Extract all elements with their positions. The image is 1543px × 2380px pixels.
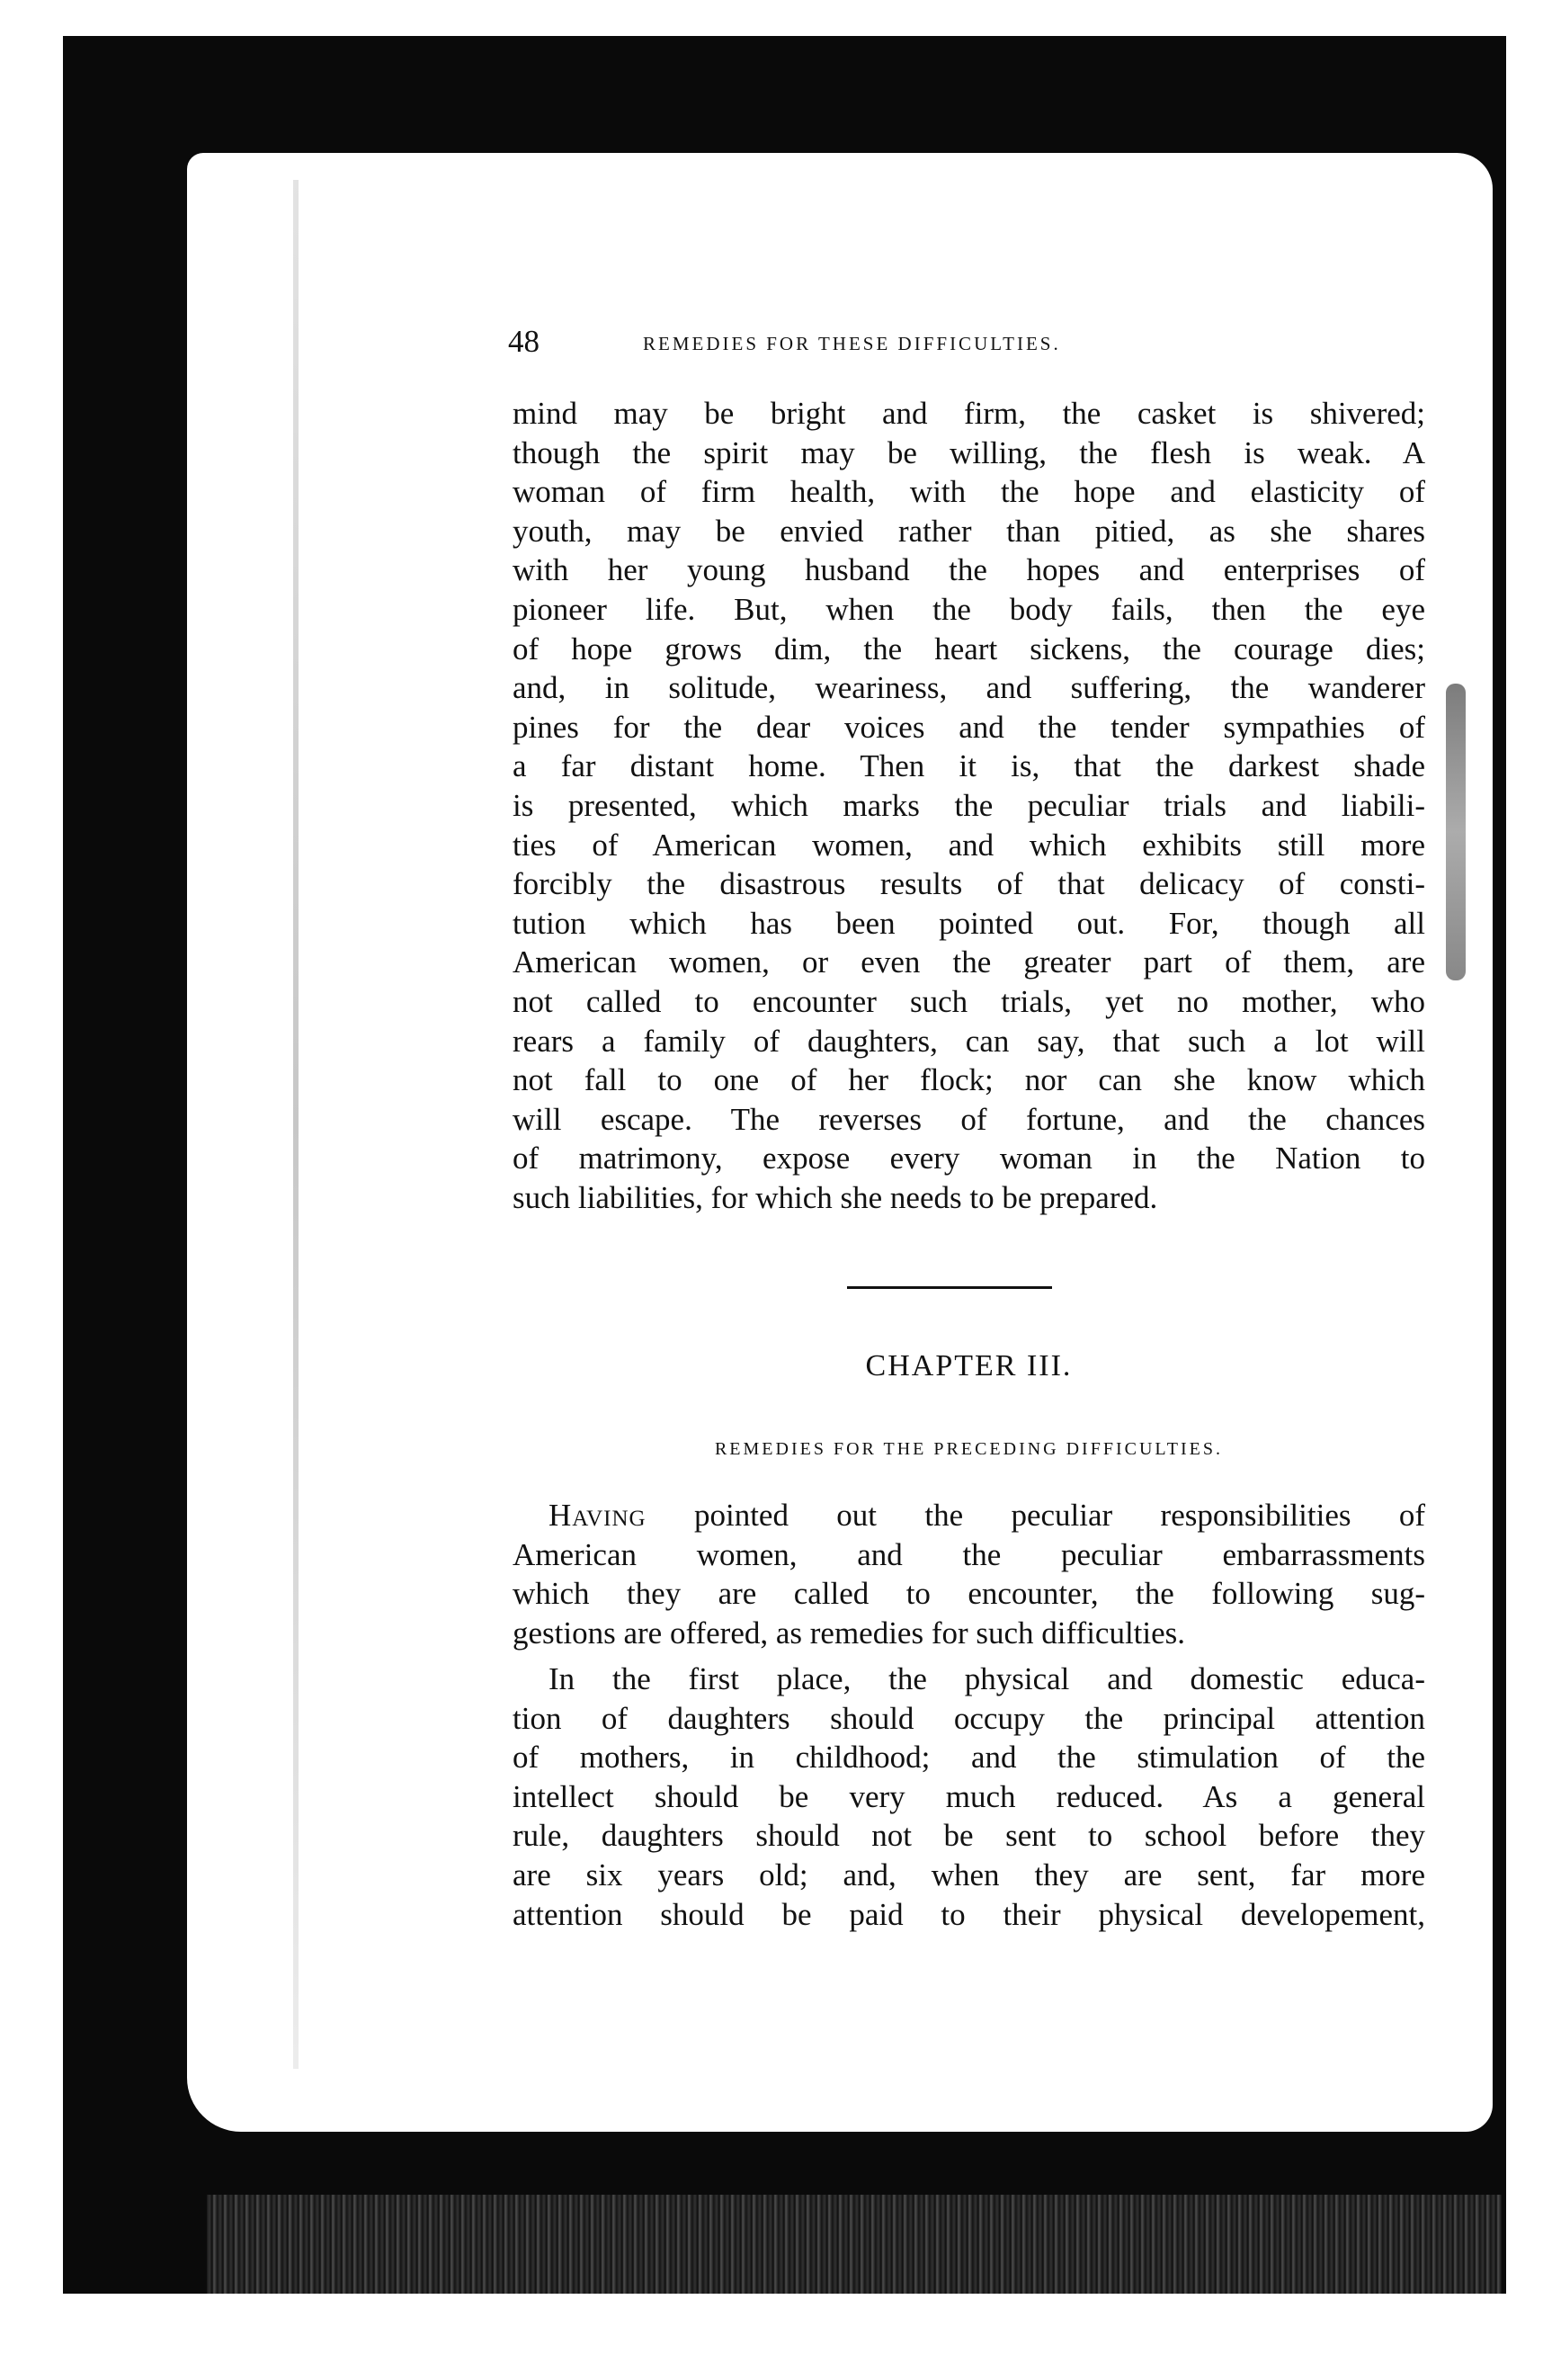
page-gutter-shadow (293, 180, 299, 2069)
text-line: American women, and the peculiar embarrassments (513, 1536, 1425, 1572)
text-line: woman of firm health, with the hope and elasticity of (513, 474, 1425, 510)
text-line: are six years old; and, when they are sent, far more (513, 1857, 1425, 1892)
scan-noise-band (207, 2195, 1502, 2294)
scan-border-top (63, 36, 1502, 171)
text-line: though the spirit may be willing, the flesh is weak. A (513, 434, 1425, 470)
page-number: 48 (508, 324, 540, 359)
chapter-title: CHAPTER III. (865, 1349, 1073, 1382)
text-line: rule, daughters should not be sent to school before they (513, 1818, 1425, 1854)
text-line: pioneer life. But, when the body fails, then the eye (513, 591, 1425, 627)
chapter-subtitle: REMEDIES FOR THE PRECEDING DIFFICULTIES. (714, 1439, 1224, 1459)
text-line: youth, may be envied rather than pitied, as she shares (513, 513, 1425, 549)
paragraph-1 (513, 394, 1425, 1217)
text-line: of mothers, in childhood; and the stimulation of the (513, 1740, 1425, 1776)
text-line: of matrimony, expose every woman in the Nation to (513, 1141, 1425, 1177)
text-line (513, 1496, 1425, 1535)
text-line: ties of American women, and which exhibits still more (513, 827, 1425, 863)
text-line: intellect should be very much reduced. As a general (513, 1778, 1425, 1814)
text-line: of hope grows dim, the heart sickens, the courage dies; (513, 631, 1425, 667)
text-line: which they are called to encounter, the following sug- (513, 1576, 1425, 1612)
text-line: gestions are offered, as remedies for such difficulties. (513, 1615, 1186, 1651)
text-line: pines for the dear voices and the tender sympathies of (513, 709, 1425, 745)
text-line: and, in solitude, weariness, and suffering, the wanderer (513, 670, 1425, 706)
text-line: is presented, which marks the peculiar trials and liabili- (513, 787, 1425, 823)
page-edge-smudge (1446, 684, 1466, 980)
section-divider (847, 1286, 1052, 1289)
text-line: not called to encounter such trials, yet no mother, who (513, 983, 1425, 1019)
text-line: mind may be bright and firm, the casket is shivered; (513, 396, 1425, 431)
text-line: tution which has been pointed out. For, though all (513, 905, 1425, 941)
opening-word: Having (549, 1498, 647, 1533)
text-line: will escape. The reverses of fortune, and the chances (513, 1101, 1425, 1137)
text-line: tion of daughters should occupy the principal attention (513, 1700, 1425, 1736)
text-line: American women, or even the greater part of them, are (513, 944, 1425, 980)
text-line: a far distant home. Then it is, that the darkest shade (513, 748, 1425, 784)
running-head: REMEDIES FOR THESE DIFFICULTIES. (643, 333, 1061, 354)
text-line: rears a family of daughters, can say, that such a lot will (513, 1023, 1425, 1059)
page-header (508, 324, 1452, 360)
text-line: with her young husband the hopes and enterprises of (513, 552, 1425, 588)
text-line: such liabilities, for which she needs to be prepared. (513, 1179, 1158, 1215)
paragraph-2 (513, 1496, 1425, 1652)
text-line-rest: pointed out the peculiar responsibilities of (646, 1498, 1425, 1533)
text-line: forcibly the disastrous results of that delicacy of consti- (513, 866, 1425, 902)
text-line: In the first place, the physical and domestic educa- (549, 1661, 1425, 1696)
text-line: not fall to one of her flock; nor can she know which (513, 1062, 1425, 1098)
text-line: attention should be paid to their physical developement, (513, 1896, 1425, 1932)
paragraph-3 (513, 1660, 1425, 1934)
